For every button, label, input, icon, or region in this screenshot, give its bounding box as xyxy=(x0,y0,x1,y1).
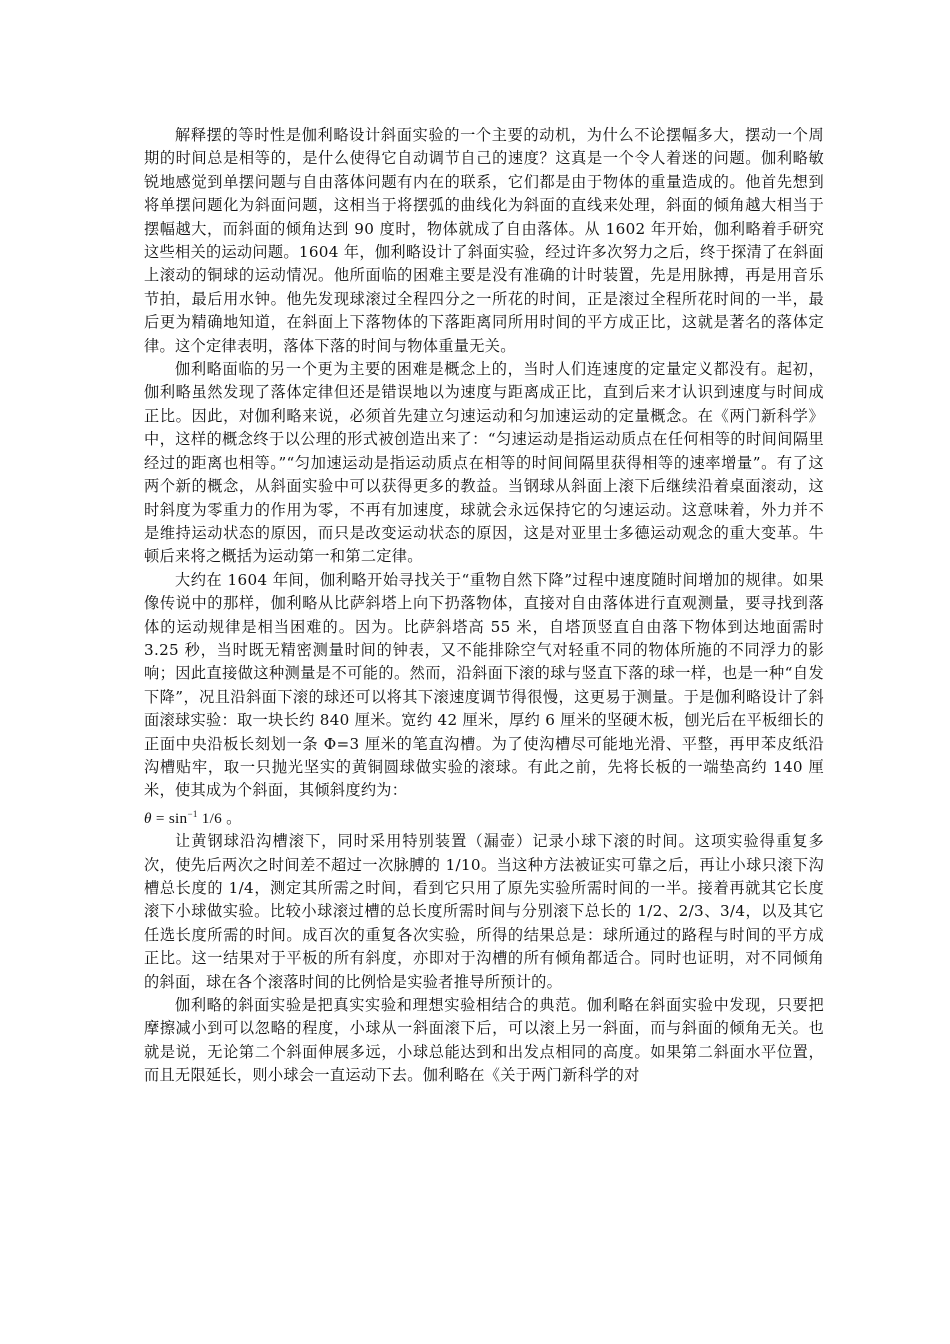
formula-superscript: −1 xyxy=(187,808,198,819)
paragraph-2: 伽利略面临的另一个更为主要的困难是概念上的，当时人们连速度的定量定义都没有。起初，伽利略虽然发现了落体定律但还是错误地以为速度与距离成正比，直到后来才认识到速度与时间成正比。因此，对伽利略来说，必须首先建立匀速运动和匀加速运动的定量概念。在《两门新科学》中，这样的概念终于以公理的形式被创造出来了：“匀速运动是指运动质点在任何相等的时间间隔里经过的距离也相等。”“匀加速运动是指运动质点在相等的时间间隔里获得相等的速率增量”。有了这两个新的概念，从斜面实验中可以获得更多的教益。当钢球从斜面上滚下后继续沿着桌面滚动，这时斜度为零重力的作用为零，不再有加速度，球就会永远保持它的匀速运动。这意味着，外力并不是维持运动状态的原因，而只是改变运动状态的原因，这是对亚里士多德运动观念的重大变革。牛顿后来将之概括为运动第一和第二定律。 xyxy=(144,360,824,566)
document-page xyxy=(144,124,824,1088)
formula-theta: θ xyxy=(144,809,152,827)
formula-equals-sin: = sin xyxy=(151,809,188,827)
paragraph-3: 大约在 1604 年间，伽利略开始寻找关于“重物自然下降”过程中速度随时间增加的规律。如果像传说中的那样，伽利略从比萨斜塔上向下扔落物体，直接对自由落体进行直观测量，要寻找到落体的运动规律是相当困难的。因为。比萨斜塔高 55 米，自塔顶竖直自由落下物体到达地面需时 3.25 秒，当时既无精密测量时间的钟表，又不能排除空气对轻重不同的物体所施的不同浮力的影响；因此直接做这种测量是不可能的。然而，沿斜面下滚的球与竖直下落的球一样，也是一种“自发下降”，况且沿斜面下滚的球还可以将其下滚速度调节得很慢，这更易于测量。于是伽利略设计了斜面滚球实验：取一块长约 840 厘米。宽约 42 厘米，厚约 6 厘米的坚硬木板，刨光后在平板细长的正面中央沿板长刻划一条 Φ=3 厘米的笔直沟槽。为了使沟槽尽可能地光滑、平整，再甲苯皮纸沿沟槽贴牢，取一只抛光坚实的黄铜圆球做实验的滚球。有此之前，先将长板的一端垫高约 140 厘米，使其成为个斜面，其倾斜度约为： xyxy=(144,570,824,800)
incline-angle-formula xyxy=(144,803,824,830)
formula-value: 1/6 。 xyxy=(197,809,242,827)
paragraph-5: 伽利略的斜面实验是把真实实验和理想实验相结合的典范。伽利略在斜面实验中发现，只要把摩擦减小到可以忽略的程度，小球从一斜面滚下后，可以滚上另一斜面，而与斜面的倾角无关。也就是说，无论第二个斜面伸展多远，小球总能达到和出发点相同的高度。如果第二斜面水平位置，而且无限延长，则小球会一直运动下去。伽利略在《关于两门新科学的对 xyxy=(144,996,824,1085)
paragraph-4: 让黄钢球沿沟槽滚下，同时采用特别装置（漏壶）记录小球下滚的时间。这项实验得重复多次，使先后两次之时间差不超过一次脉膊的 1/10。当这种方法被证实可靠之后，再让小球只滚下沟槽总长度的 1/4，测定其所需之时间，看到它只用了原先实验所需时间的一半。接着再就其它长度滚下小球做实验。比较小球滚过槽的总长度所需时间与分别滚下总长的 1/2、2/3、3/4，以及其它任选长度所需的时间。成百次的重复各次实验，所得的结果总是：球所通过的路程与时间的平方成正比。这一结果对于平板的所有斜度，亦即对于沟槽的所有倾角都适合。同时也证明，对不同倾角的斜面，球在各个滚落时间的比例恰是实验者推导所预计的。 xyxy=(144,832,824,991)
paragraph-1: 解释摆的等时性是伽利略设计斜面实验的一个主要的动机，为什么不论摆幅多大，摆动一个周期的时间总是相等的，是什么使得它自动调节自己的速度？这真是一个令人着迷的问题。伽利略敏锐地感觉到单摆问题与自由落体问题有内在的联系，它们都是由于物体的重量造成的。他首先想到将单摆问题化为斜面问题，这相当于将摆弧的曲线化为斜面的直线来处理，斜面的倾角越大相当于摆幅越大，而斜面的倾角达到 90 度时，物体就成了自由落体。从 1602 年开始，伽利略着手研究这些相关的运动问题。1604 年，伽利略设计了斜面实验，经过许多次努力之后，终于探清了在斜面上滚动的铜球的运动情况。他所面临的困难主要是没有准确的计时装置，先是用脉搏，再是用音乐节拍，最后用水钟。他先发现球滚过全程四分之一所花的时间，正是滚过全程所花时间的一半，最后更为精确地知道，在斜面上下落物体的下落距离同所用时间的平方成正比，这就是著名的落体定律。这个定律表明，落体下落的时间与物体重量无关。 xyxy=(144,126,824,355)
